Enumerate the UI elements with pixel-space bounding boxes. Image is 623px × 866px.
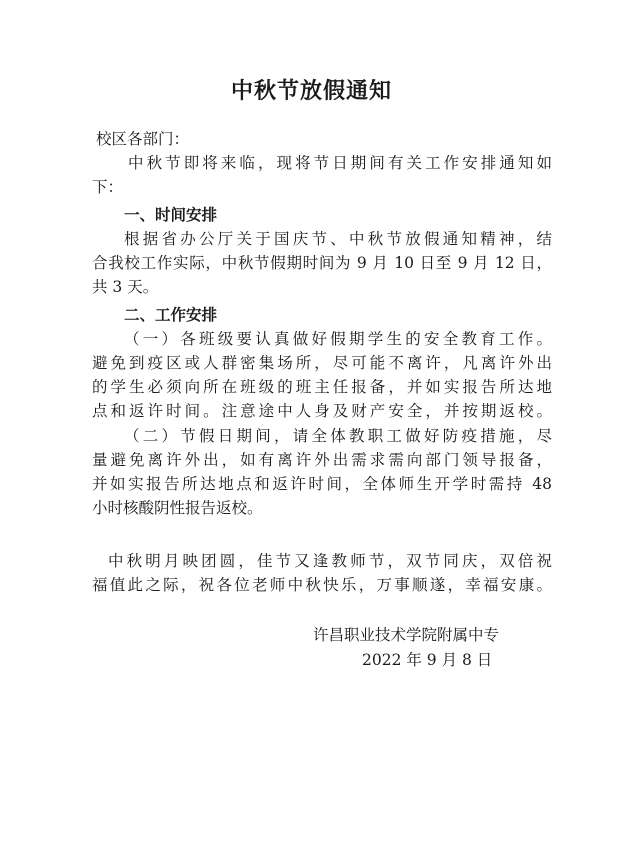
section1-line-1: 根据省办公厅关于国庆节、中秋节放假通知精神，结 [124,230,552,248]
section2-item2-line-2: 量避免离许外出，如有离许外出需求需向部门领导报备， [92,451,552,469]
section1-line-3: 共 3 天。 [92,278,159,296]
closing-line-1: 中秋明月映团圆，佳节又逢教师节，双节同庆，双倍祝 [108,552,552,570]
intro-line-1: 中秋节即将来临，现将节日期间有关工作安排通知如 [128,154,552,172]
section2-item2-line-1: （二）节假日期间，请全体教职工做好防疫措施，尽 [124,427,552,445]
section2-item1-line-2: 避免到疫区或人群密集场所，尽可能不离许，凡离许外出 [92,354,552,372]
closing-line-2: 福值此之际，祝各位老师中秋快乐，万事顺遂，幸福安康。 [92,576,552,594]
intro-line-2: 下： [92,178,124,196]
page-title: 中秋节放假通知 [230,79,392,104]
section2-item2-line-3: 并如实报告所达地点和返许时间，全体师生开学时需持 48 [92,475,552,493]
signature-date: 2022 年 9 月 8 日 [362,651,493,669]
section2-item1-line-3: 的学生必须向所在班级的班主任报备，并如实报告所达地 [92,378,552,396]
section2-heading: 二、工作安排 [124,306,218,324]
section1-heading: 一、时间安排 [124,206,218,224]
section2-item2-line-4: 小时核酸阴性报告返校。 [92,499,263,517]
signature-org: 许昌职业技术学院附属中专 [313,626,500,644]
salutation: 校区各部门： [96,130,190,148]
section2-item1-line-1: （一）各班级要认真做好假期学生的安全教育工作。 [124,330,552,348]
section1-line-2: 合我校工作实际，中秋节假期时间为 9 月 10 日至 9 月 12 日， [92,254,552,272]
section2-item1-line-4: 点和返许时间。注意途中人身及财产安全，并按期返校。 [92,402,552,420]
